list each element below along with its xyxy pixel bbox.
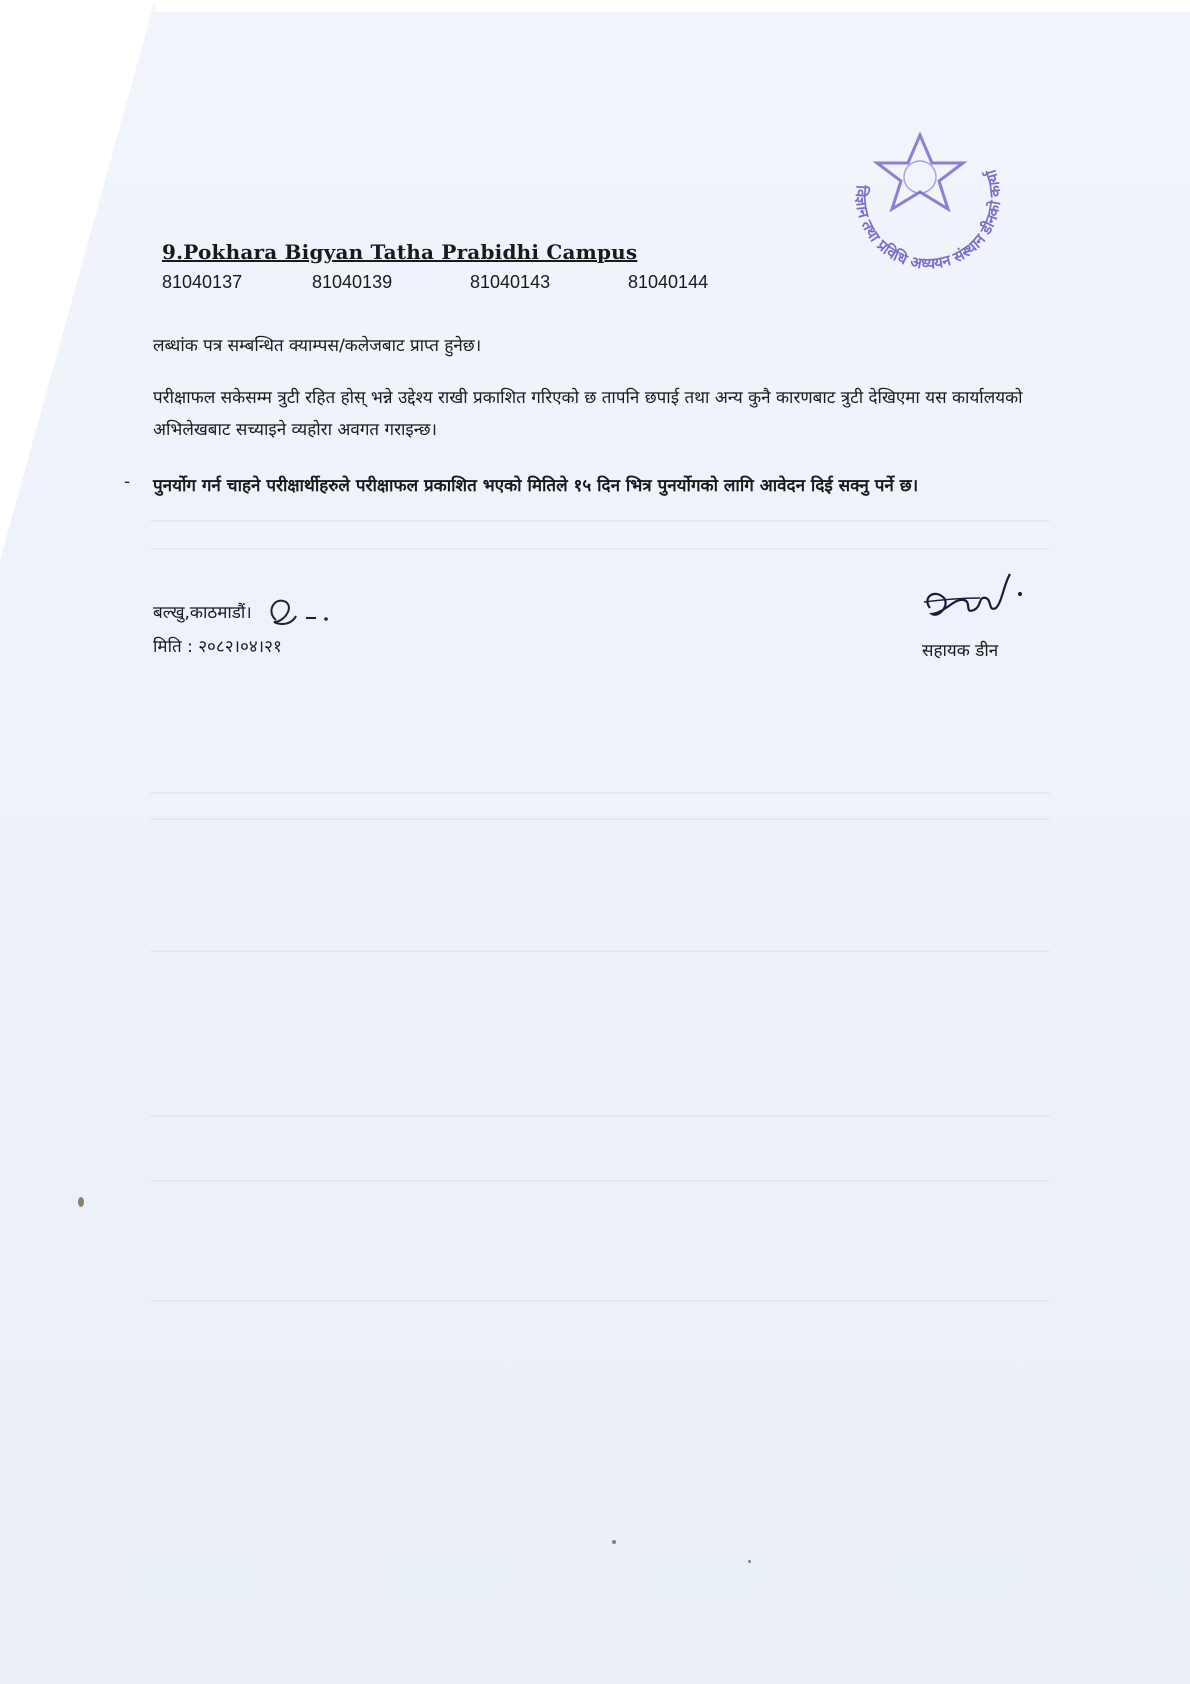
scan-speck [748,1560,751,1563]
svg-text:विज्ञान तथा प्रविधि अध्ययन संस [835,125,1005,273]
date-text: मिति : २०८२।०४।२१ [153,637,282,657]
scan-speck [78,1197,84,1207]
show-through [150,792,1050,794]
folded-corner [0,0,155,560]
seal-text: विज्ञान तथा प्रविधि अध्ययन संस्थान डीनको कार्या [851,167,1005,273]
marksheet-notice: लब्धांक पत्र सम्बन्धित क्याम्पस/कलेजबाट प्राप्त हुनेछ। [153,336,482,356]
place-text: बल्खु,काठमाडौं। [153,603,252,623]
bullet-dash: - [124,472,131,492]
show-through [150,1180,1050,1182]
roll-number: 81040143 [470,272,551,292]
official-seal [835,125,1020,319]
show-through [150,520,1050,522]
retotaling-notice: पुनर्योग गर्न चाहने परीक्षार्थीहरुले परीक्षाफल प्रकाशित भएको मितिले १५ दिन भित्र पुनर्योगको लागि आवेदन दिई सक्नु पर्ने छ। [153,476,919,496]
error-notice: परीक्षाफल सकेसम्म त्रुटी रहित होस् भन्ने उद्देश्य राखी प्रकाशित गरिएको छ तापनि छपाई तथा अन्य कुनै कारणबाट त्रुटी देखिएमा यस कार्यालयको अभिलेखबाट सच्याइने व्यहोरा अवगत गराइन्छ। [153,388,1023,440]
designation: सहायक डीन [922,641,999,661]
signature [920,568,1030,642]
roll-number: 81040139 [312,272,393,292]
roll-number: 81040144 [628,272,709,292]
page-edge [155,0,1190,12]
show-through [150,548,1050,550]
show-through [150,1300,1050,1302]
initials-scribble [262,592,352,636]
scan-speck [612,1540,616,1544]
roll-number: 81040137 [162,272,243,292]
show-through [150,818,1050,820]
show-through [150,950,1050,952]
campus-heading: 9.Pokhara Bigyan Tatha Prabidhi Campus [162,240,638,264]
show-through [150,1115,1050,1117]
